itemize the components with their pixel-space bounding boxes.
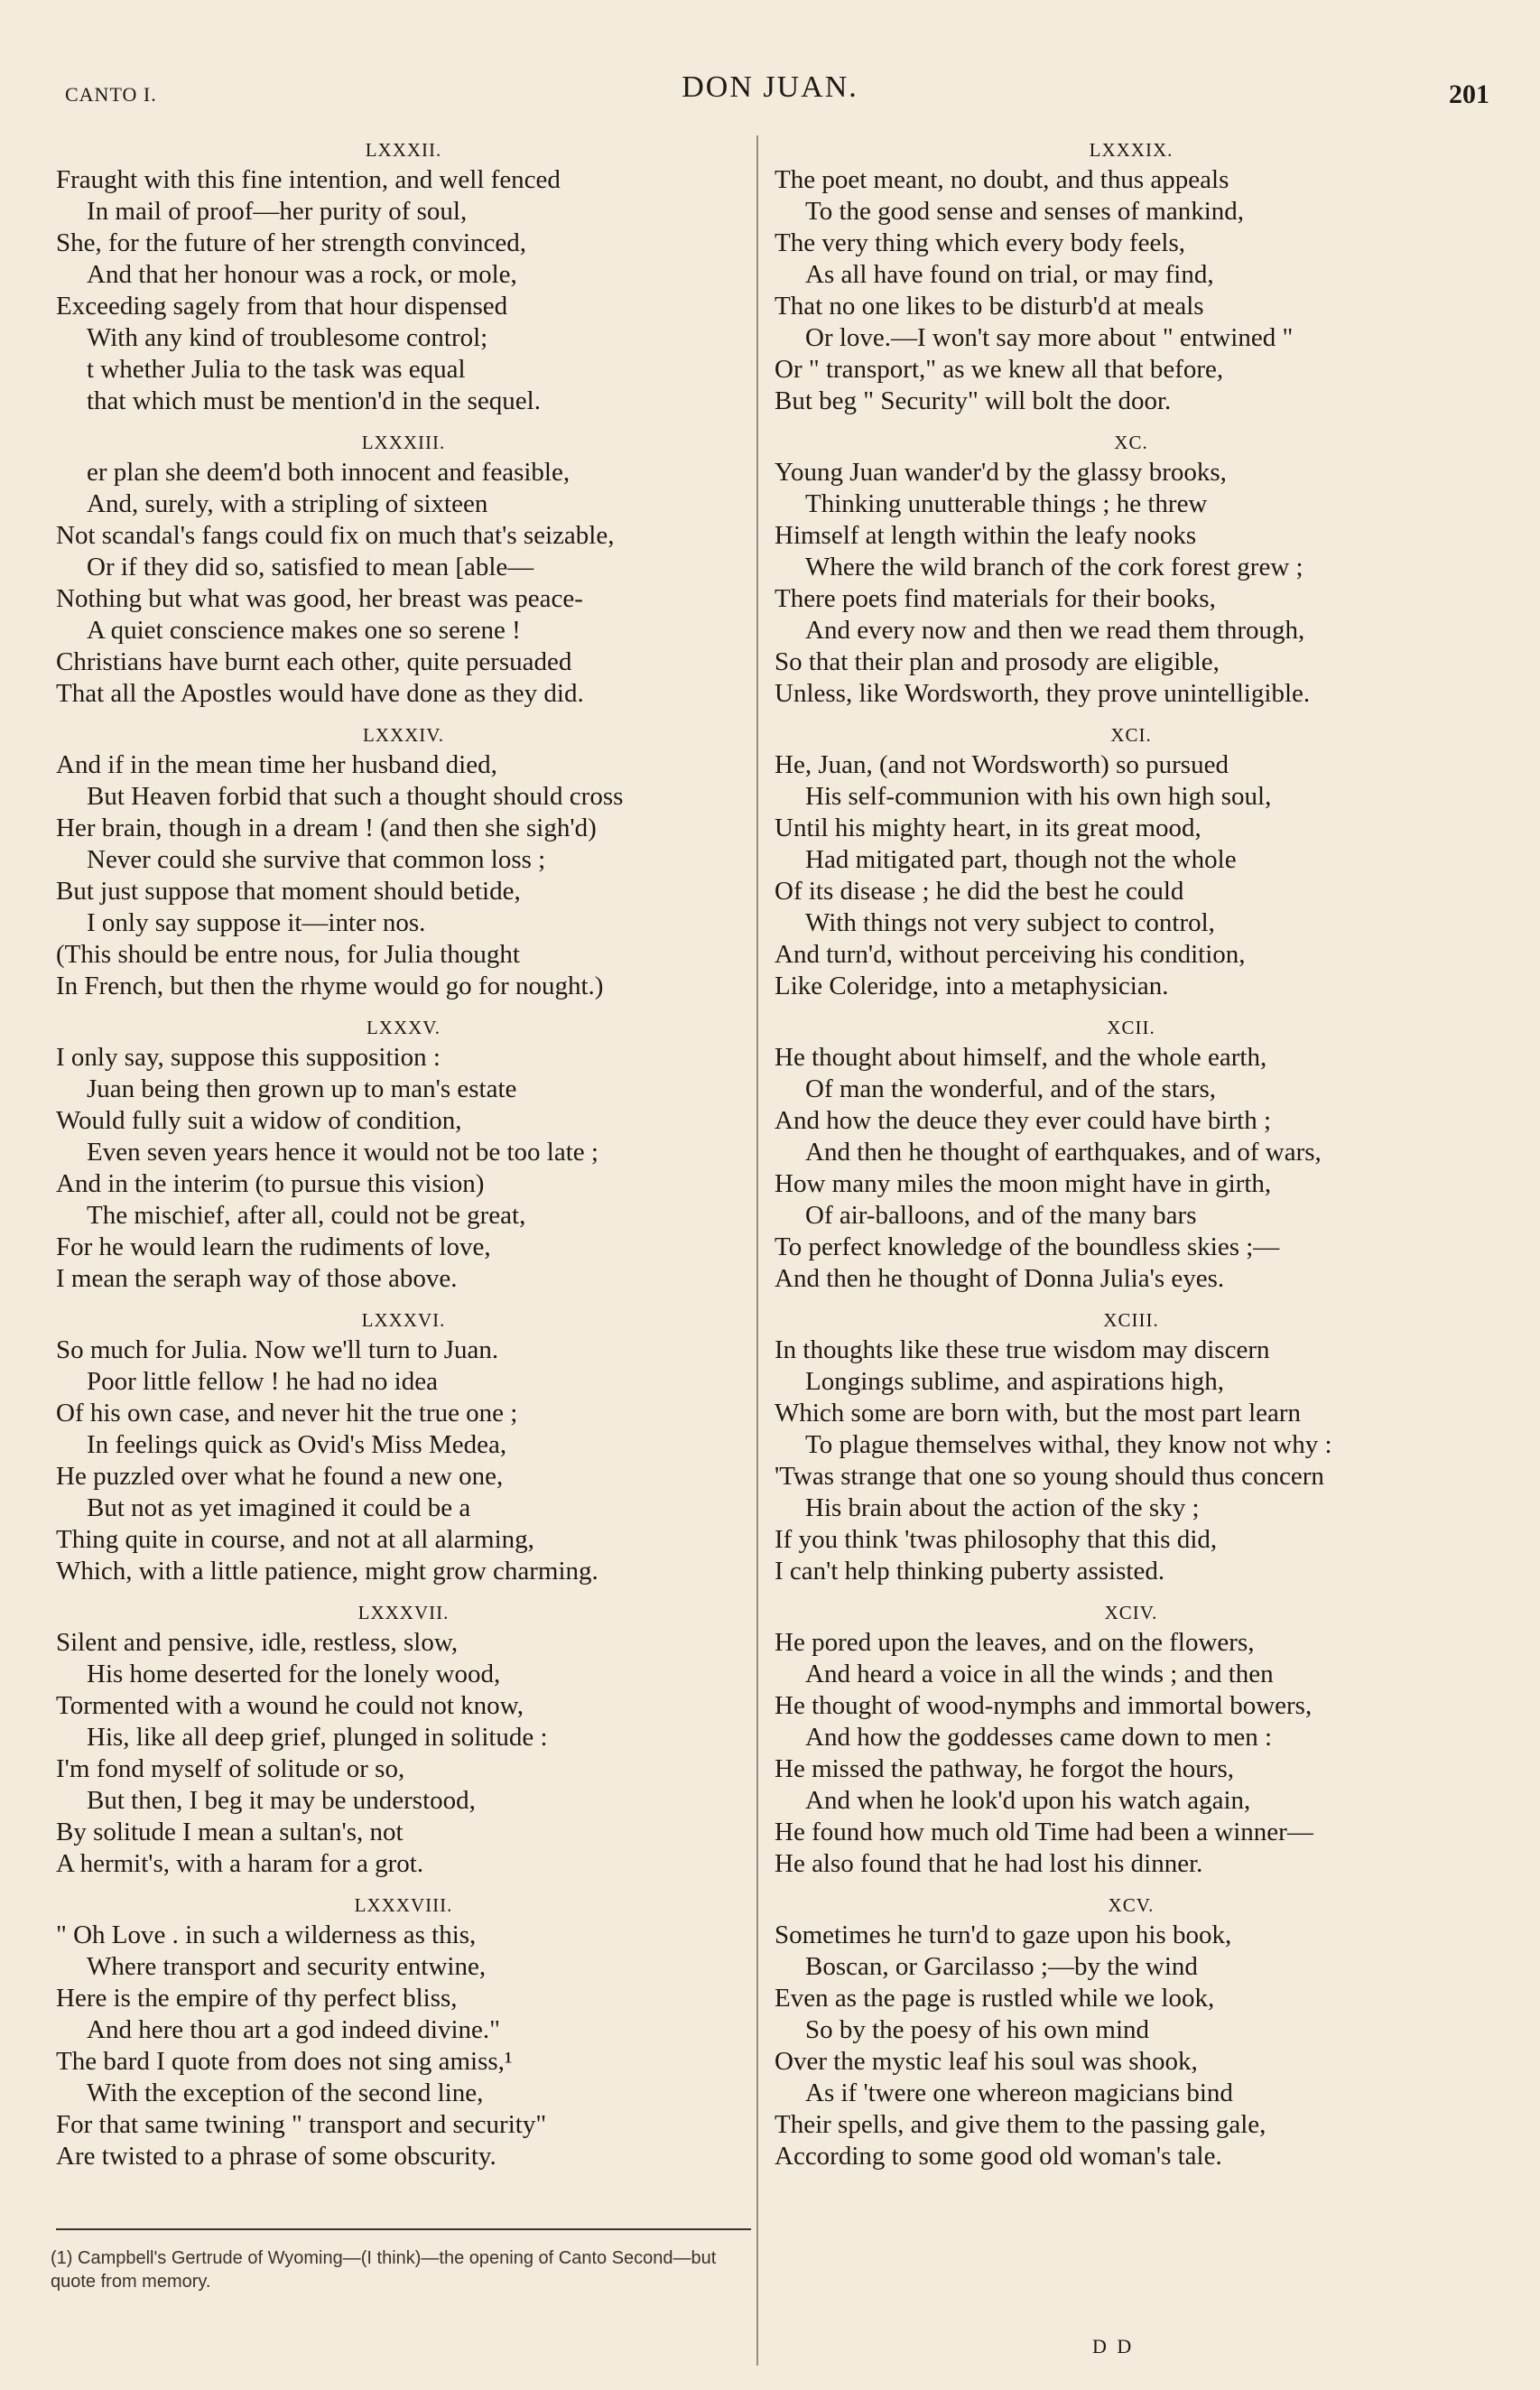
verse-line: Christians have burnt each other, quite persuaded — [56, 647, 572, 676]
verse-line: Even as the page is rustled while we look, — [775, 1984, 1215, 2013]
verse-line: He thought about himself, and the whole earth, — [775, 1043, 1267, 1072]
verse-line: Like Coleridge, into a metaphysician. — [775, 972, 1169, 1000]
stanza-number: LXXXIII. — [361, 432, 446, 453]
verse-line: But beg " Security" will bolt the door. — [775, 386, 1172, 415]
running-header — [0, 70, 1540, 116]
verse-line: I only say suppose it—inter nos. — [87, 908, 426, 937]
verse-line: Until his mighty heart, in its great mood, — [775, 814, 1201, 842]
page-title: DON JUAN. — [682, 70, 858, 104]
stanza-number: XCV. — [1108, 1894, 1155, 1916]
verse-line: The very thing which every body feels, — [775, 228, 1185, 257]
verse-line: Which, with a little patience, might grow charming. — [56, 1557, 598, 1586]
verse-line: And then he thought of earthquakes, and of wars, — [805, 1138, 1322, 1167]
stanza — [775, 135, 1488, 417]
stanza — [775, 1598, 1488, 1880]
verse-line: that which must be mention'd in the sequel. — [87, 386, 541, 415]
verse-line: But Heaven forbid that such a thought should cross — [87, 782, 624, 811]
verse-line: Sometimes he turn'd to gaze upon his book, — [775, 1920, 1232, 1949]
verse-line: With any kind of troublesome control; — [87, 323, 488, 352]
verse-line: And how the deuce they ever could have birth ; — [775, 1106, 1272, 1135]
verse-line: Young Juan wander'd by the glassy brooks, — [775, 458, 1227, 487]
verse-line: For that same twining " transport and security" — [56, 2110, 547, 2139]
verse-line: But not as yet imagined it could be a — [87, 1493, 471, 1522]
stanza — [56, 1306, 751, 1587]
verse-line: I only say, suppose this supposition : — [56, 1043, 441, 1072]
verse-line: Or love.—I won't say more about " entwined " — [805, 323, 1294, 352]
stanza-number: XCII. — [1107, 1017, 1155, 1038]
verse-line: To plague themselves withal, they know not why : — [805, 1430, 1332, 1459]
verse-line: He puzzled over what he found a new one, — [56, 1462, 504, 1491]
verse-line: With the exception of the second line, — [87, 2078, 484, 2107]
canto-label: CANTO I. — [65, 83, 157, 106]
verse-line: And then he thought of Donna Julia's eyes. — [775, 1264, 1225, 1293]
stanza — [775, 1306, 1488, 1587]
verse-line: And in the interim (to pursue this vision) — [56, 1169, 485, 1198]
verse-line: A hermit's, with a haram for a grot. — [56, 1849, 424, 1878]
stanza — [56, 1013, 751, 1295]
verse-line: Fraught with this fine intention, and well fenced — [56, 165, 561, 194]
verse-line: t whether Julia to the task was equal — [87, 355, 466, 384]
verse-line: For he would learn the rudiments of love, — [56, 1232, 491, 1261]
stanza — [56, 1891, 751, 2172]
verse-line: A quiet conscience makes one so serene ! — [87, 616, 521, 645]
stanza-number: LXXXIX. — [1089, 139, 1174, 161]
stanza-number: LXXXVII. — [357, 1602, 450, 1623]
verse-line: Never could she survive that common loss ; — [87, 845, 546, 874]
verse-line: Boscan, or Garcilasso ;—by the wind — [805, 1952, 1198, 1981]
verse-line: Even seven years hence it would not be too late ; — [87, 1138, 598, 1167]
verse-line: Are twisted to a phrase of some obscurity. — [56, 2142, 496, 2171]
verse-line: Thinking unutterable things ; he threw — [805, 489, 1208, 518]
stanza-number: XC. — [1114, 432, 1148, 453]
verse-line: " Oh Love . in such a wilderness as this, — [56, 1920, 477, 1949]
stanza-number: XCIV. — [1104, 1602, 1158, 1623]
verse-line: Silent and pensive, idle, restless, slow, — [56, 1628, 459, 1657]
verse-line: And here thou art a god indeed divine." — [87, 2015, 500, 2044]
verse-line: His brain about the action of the sky ; — [805, 1493, 1200, 1522]
verse-line: 'Twas strange that one so young should thus concern — [775, 1462, 1324, 1491]
verse-line: Her brain, though in a dream ! (and then she sigh'd) — [56, 814, 597, 842]
verse-line: Where the wild branch of the cork forest grew ; — [805, 553, 1303, 581]
signature-mark: D D — [1092, 2335, 1135, 2357]
footnote-rule — [56, 2228, 751, 2230]
verse-line: In mail of proof—her purity of soul, — [87, 197, 468, 226]
verse-line: I mean the seraph way of those above. — [56, 1264, 458, 1293]
stanza-number: XCIII. — [1103, 1309, 1159, 1331]
verse-line: Where transport and security entwine, — [87, 1952, 487, 1981]
stanza — [775, 1891, 1488, 2172]
right-column — [775, 135, 1488, 2183]
verse-line: As all have found on trial, or may find, — [805, 260, 1214, 289]
verse-line: He thought of wood-nymphs and immortal bowers, — [775, 1691, 1313, 1720]
verse-line: He, Juan, (and not Wordsworth) so pursued — [775, 750, 1229, 779]
verse-line: So that their plan and prosody are eligible, — [775, 647, 1220, 676]
verse-line: Of man the wonderful, and of the stars, — [805, 1074, 1217, 1103]
verse-line: And when he look'd upon his watch again, — [805, 1786, 1251, 1815]
verse-line: And if in the mean time her husband died, — [56, 750, 497, 779]
column-divider — [756, 135, 758, 2366]
verse-line: There poets find materials for their books, — [775, 584, 1216, 613]
verse-line: er plan she deem'd both innocent and feasible, — [87, 458, 571, 487]
verse-line: But then, I beg it may be understood, — [87, 1786, 476, 1815]
verse-line: Of its disease ; he did the best he could — [775, 877, 1184, 906]
verse-line: Himself at length within the leafy nooks — [775, 521, 1197, 550]
footnote: (1) Campbell's Gertrude of Wyoming—(I think)—the opening of Canto Second—but quote from memory. — [51, 2248, 717, 2292]
verse-line: In thoughts like these true wisdom may discern — [775, 1335, 1270, 1364]
verse-line: With things not very subject to control, — [805, 908, 1215, 937]
verse-line: Had mitigated part, though not the whole — [805, 845, 1237, 874]
verse-line: He pored upon the leaves, and on the flowers, — [775, 1628, 1255, 1657]
verse-line: To the good sense and senses of mankind, — [805, 197, 1245, 226]
verse-line: His, like all deep grief, plunged in solitude : — [87, 1723, 548, 1752]
verse-line: In feelings quick as Ovid's Miss Medea, — [87, 1430, 507, 1459]
verse-line: He missed the pathway, he forgot the hours, — [775, 1754, 1235, 1783]
verse-line: (This should be entre nous, for Julia thought — [56, 940, 520, 969]
verse-line: Exceeding sagely from that hour dispensed — [56, 292, 508, 321]
verse-line: His self-communion with his own high soul, — [805, 782, 1272, 811]
verse-line: So much for Julia. Now we'll turn to Juan. — [56, 1335, 499, 1364]
verse-line: I'm fond myself of solitude or so, — [56, 1754, 405, 1783]
verse-line: The poet meant, no doubt, and thus appeals — [775, 165, 1229, 194]
verse-line: And that her honour was a rock, or mole, — [87, 260, 517, 289]
verse-line: How many miles the moon might have in girth, — [775, 1169, 1272, 1198]
verse-line: Juan being then grown up to man's estate — [87, 1074, 517, 1103]
verse-line: And how the goddesses came down to men : — [805, 1723, 1273, 1752]
verse-line: That no one likes to be disturb'd at meals — [775, 292, 1204, 321]
verse-line: Here is the empire of thy perfect bliss, — [56, 1984, 458, 2013]
stanza-number: XCI. — [1110, 724, 1152, 746]
verse-line: To perfect knowledge of the boundless skies ;— — [775, 1232, 1280, 1261]
stanza-number: LXXXIV. — [362, 724, 445, 746]
verse-line: Thing quite in course, and not at all alarming, — [56, 1525, 534, 1554]
verse-line: Longings sublime, and aspirations high, — [805, 1367, 1224, 1396]
stanza-number: LXXXVIII. — [354, 1894, 453, 1916]
stanza — [775, 428, 1488, 710]
verse-line: The mischief, after all, could not be great, — [87, 1201, 526, 1230]
stanza — [775, 1013, 1488, 1295]
verse-line: Of air-balloons, and of the many bars — [805, 1201, 1197, 1230]
verse-line: He also found that he had lost his dinner. — [775, 1849, 1203, 1878]
verse-line: In French, but then the rhyme would go for nought.) — [56, 972, 604, 1000]
verse-line: According to some good old woman's tale. — [775, 2142, 1222, 2171]
stanza — [56, 721, 751, 1002]
stanza-number: LXXXV. — [366, 1017, 441, 1038]
verse-line: I can't help thinking puberty assisted. — [775, 1557, 1165, 1586]
verse-line: So by the poesy of his own mind — [805, 2015, 1150, 2044]
verse-line: He found how much old Time had been a winner— — [775, 1818, 1313, 1846]
stanza — [775, 721, 1488, 1002]
verse-line: But just suppose that moment should betide, — [56, 877, 521, 906]
verse-line: Not scandal's fangs could fix on much that's seizable, — [56, 521, 615, 550]
stanza — [56, 1598, 751, 1880]
verse-line: If you think 'twas philosophy that this did, — [775, 1525, 1218, 1554]
verse-line: Nothing but what was good, her breast was peace- — [56, 584, 583, 613]
verse-line: As if 'twere one whereon magicians bind — [805, 2078, 1233, 2107]
verse-line: His home deserted for the lonely wood, — [87, 1660, 501, 1688]
verse-line: Unless, like Wordsworth, they prove unintelligible. — [775, 679, 1311, 708]
verse-line: And, surely, with a stripling of sixteen — [87, 489, 488, 518]
verse-line: By solitude I mean a sultan's, not — [56, 1818, 404, 1846]
verse-line: That all the Apostles would have done as they did. — [56, 679, 584, 708]
stanza — [56, 135, 751, 417]
verse-line: Or " transport," as we knew all that before, — [775, 355, 1224, 384]
verse-line: Of his own case, and never hit the true one ; — [56, 1399, 518, 1427]
verse-line: And every now and then we read them through, — [805, 616, 1305, 645]
stanza — [56, 428, 751, 710]
stanza-number: LXXXII. — [365, 139, 442, 161]
verse-line: Or if they did so, satisfied to mean [able— — [87, 553, 534, 581]
verse-line: And turn'd, without perceiving his condition, — [775, 940, 1246, 969]
stanza-number: LXXXVI. — [361, 1309, 446, 1331]
verse-line: And heard a voice in all the winds ; and then — [805, 1660, 1274, 1688]
page-number: 201 — [1449, 79, 1489, 109]
verse-line: Which some are born with, but the most part learn — [775, 1399, 1302, 1427]
verse-line: Over the mystic leaf his soul was shook, — [775, 2047, 1198, 2076]
left-column — [56, 135, 751, 2183]
verse-line: Tormented with a wound he could not know, — [56, 1691, 524, 1720]
verse-line: Would fully suit a widow of condition, — [56, 1106, 462, 1135]
verse-line: The bard I quote from does not sing amiss,¹ — [56, 2047, 513, 2076]
verse-line: She, for the future of her strength convinced, — [56, 228, 527, 257]
verse-line: Poor little fellow ! he had no idea — [87, 1367, 438, 1396]
verse-line: Their spells, and give them to the passing gale, — [775, 2110, 1266, 2139]
